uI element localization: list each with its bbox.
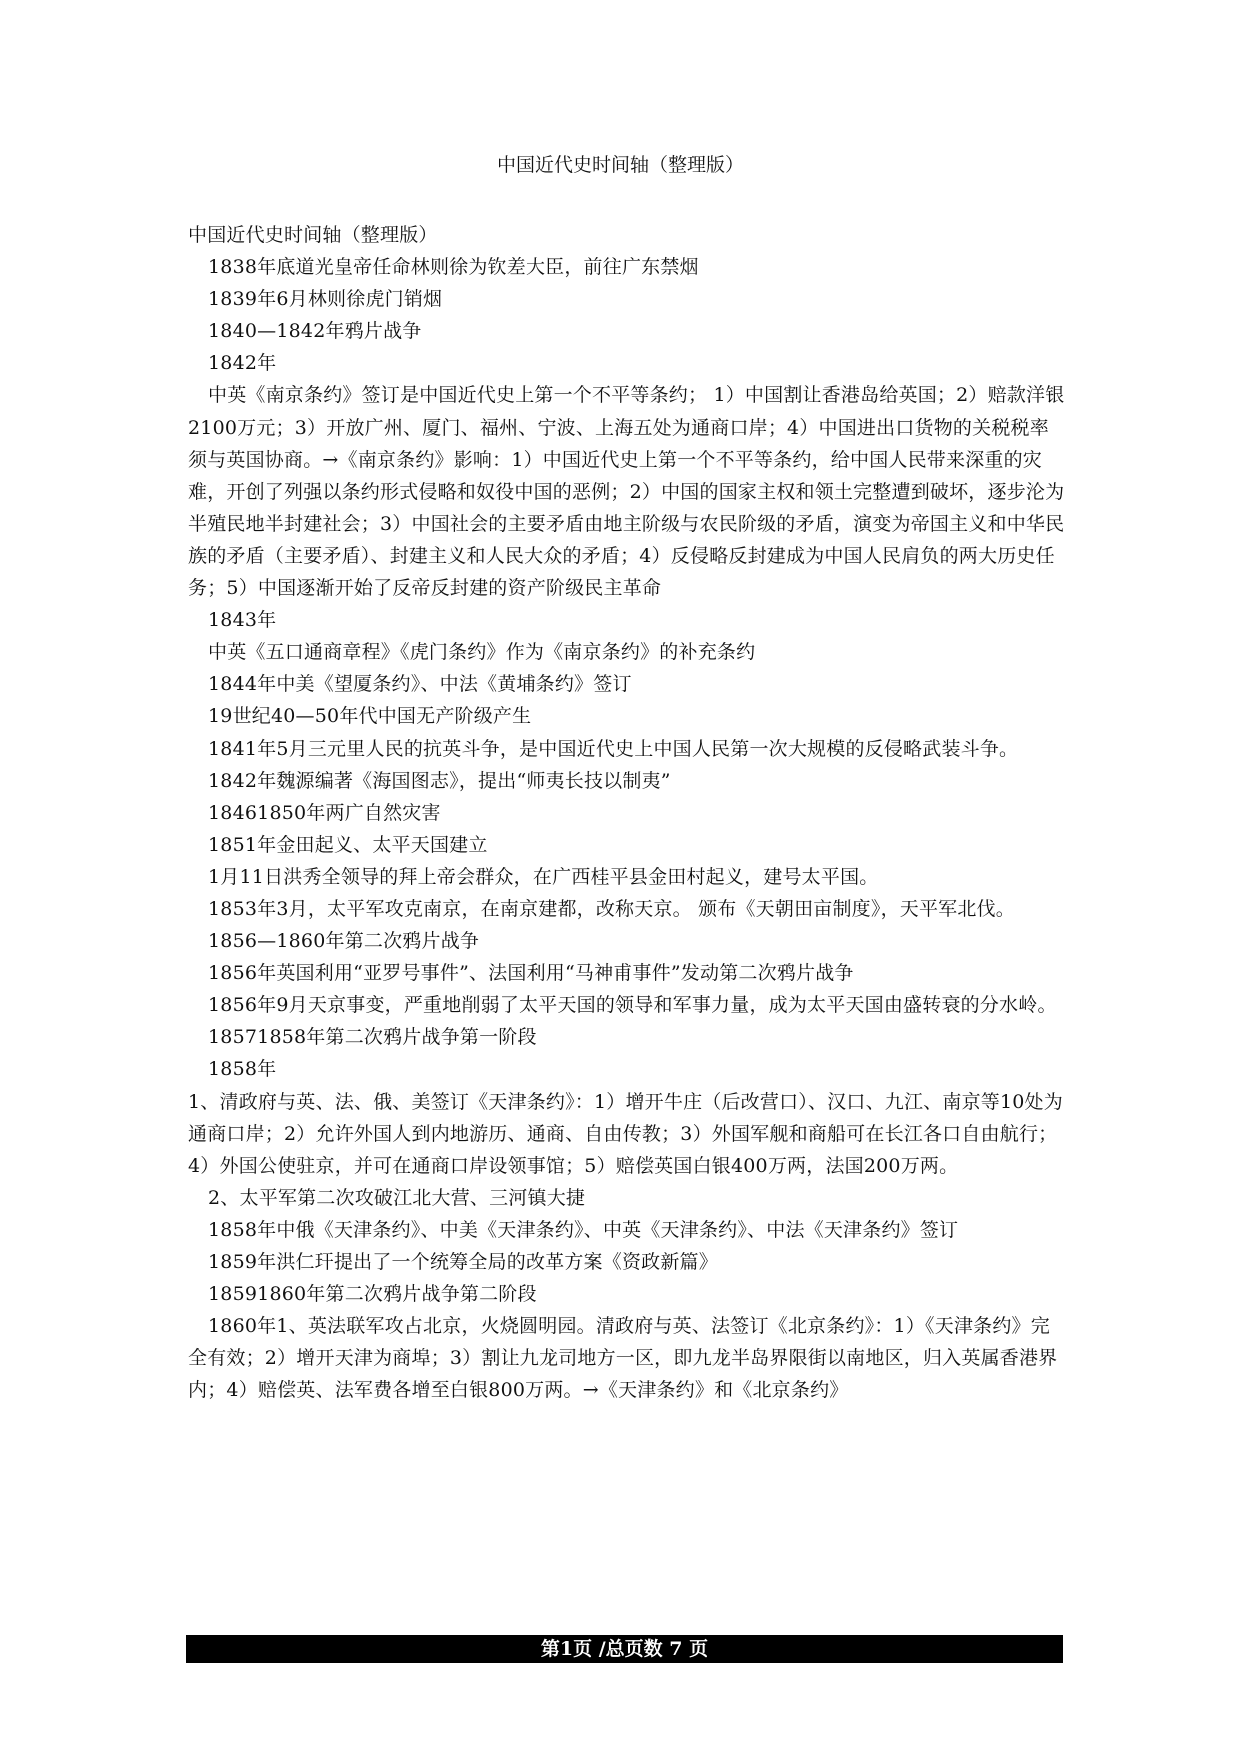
paragraph: 18461850年两广自然灾害	[208, 801, 441, 824]
paragraph: 1844年中美《望厦条约》、中法《黄埔条约》签订	[208, 673, 632, 696]
paragraph: 1838年底道光皇帝任命林则徐为钦差大臣，前往广东禁烟	[208, 256, 699, 279]
paragraph: 1858年	[208, 1058, 277, 1081]
paragraph: 1月11日洪秀全领导的拜上帝会群众，在广西桂平县金田村起义，建号太平国。	[208, 865, 879, 888]
paragraph: 18591860年第二次鸦片战争第二阶段	[208, 1283, 537, 1306]
paragraph: 中英《五口通商章程》《虎门条约》作为《南京条约》的补充条约	[208, 641, 756, 664]
paragraph: 1856年英国利用“亚罗号事件”、法国利用“马神甫事件”发动第二次鸦片战争	[208, 962, 854, 985]
paragraph: 1843年	[208, 609, 277, 632]
paragraph: 1、清政府与英、法、俄、美签订《天津条约》：1）增开牛庄（后改营口）、汉口、九江、南京等10处为通商口岸；2）允许外国人到内地游历、通商、自由传教；3）外国军舰和商船可在长江各口自由航行；4）外国公使驻京，并可在通商口岸设领事馆；5）赔偿英国白银400万两，法国200万两。	[188, 1090, 1063, 1177]
paragraph: 1858年中俄《天津条约》、中美《天津条约》、中英《天津条约》、中法《天津条约》签订	[208, 1218, 959, 1241]
document-body	[188, 219, 1068, 1406]
paragraph: 1856年9月天京事变，严重地削弱了太平天国的领导和军事力量，成为太平天国由盛转衰的分水岭。	[208, 994, 1057, 1017]
paragraph: 2、太平军第二次攻破江北大营、三河镇大捷	[208, 1186, 586, 1209]
paragraph: 1851年金田起义、太平天国建立	[208, 833, 488, 856]
paragraph: 1859年洪仁玕提出了一个统筹全局的改革方案《资政新篇》	[208, 1251, 718, 1273]
paragraph: 1841年5月三元里人民的抗英斗争，是中国近代史上中国人民第一次大规模的反侵略武装斗争。	[208, 737, 1019, 760]
paragraph: 中国近代史时间轴（整理版）	[188, 224, 438, 246]
page-footer	[186, 1635, 1063, 1663]
paragraph: 1840—1842年鸦片战争	[208, 320, 422, 343]
paragraph: 1853年3月，太平军攻克南京，在南京建都，改称天京。 颁布《天朝田亩制度》，天平军北伐。	[208, 897, 1015, 920]
paragraph: 1839年6月林则徐虎门销烟	[208, 288, 443, 311]
page-number-label: 第1页 /总页数 7 页	[540, 1638, 709, 1660]
paragraph: 1856—1860年第二次鸦片战争	[208, 930, 480, 953]
page-title: 中国近代史时间轴（整理版）	[496, 154, 744, 176]
paragraph: 19世纪40—50年代中国无产阶级产生	[208, 705, 532, 728]
paragraph: 1842年	[208, 352, 277, 375]
paragraph: 1860年1、英法联军攻占北京，火烧圆明园。清政府与英、法签订《北京条约》：1）《天津条约》完全有效；2）增开天津为商埠；3）割让九龙司地方一区，即九龙半岛界限街以南地区，归入英属香港界内；4）赔偿英、法军费各增至白银800万两。→《天津条约》和《北京条约》	[188, 1315, 1058, 1402]
paragraph: 中英《南京条约》签订是中国近代史上第一个不平等条约； 1）中国割让香港岛给英国；2）赔款洋银2100万元；3）开放广州、厦门、福州、宁波、上海五处为通商口岸；4）中国进出口货物的关税税率须与英国协商。→《南京条约》影响：1）中国近代史上第一个不平等条约，给中国人民带来深重的灾难，开创了列强以条约形式侵略和奴役中国的恶例；2）中国的国家主权和领土完整遭到破坏，逐步沦为半殖民地半封建社会；3）中国社会的主要矛盾由地主阶级与农民阶级的矛盾，演变为帝国主义和中华民族的矛盾（主要矛盾）、封建主义和人民大众的矛盾；4）反侵略反封建成为中国人民肩负的两大历史任务；5）中国逐渐开始了反帝反封建的资产阶级民主革命	[188, 384, 1065, 600]
paragraph: 1842年魏源编著《海国图志》，提出“师夷长技以制夷”	[208, 769, 671, 792]
paragraph: 18571858年第二次鸦片战争第一阶段	[208, 1026, 537, 1049]
